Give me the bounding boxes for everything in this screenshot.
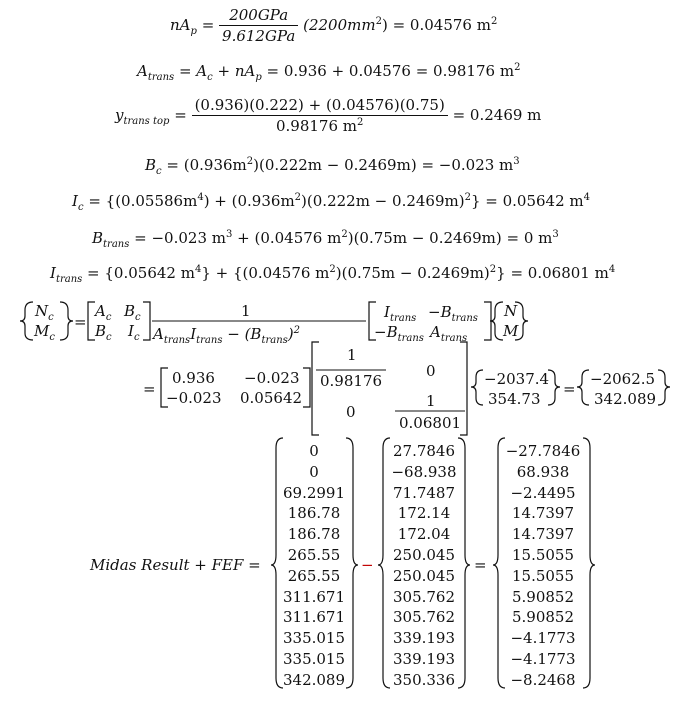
- eq6-c-sup: 3: [552, 229, 559, 240]
- eq3-numerator: (0.936)(0.222) + (0.04576)(0.75): [194, 96, 445, 114]
- eq5-d: } = 0.05642 m: [470, 192, 584, 210]
- eq9-equals: =: [143, 380, 156, 398]
- eq9-d-zero2: 0: [346, 403, 356, 421]
- eq8-bc: $B_c$: [124, 302, 141, 323]
- eq6-a: = −0.023 m: [129, 229, 226, 247]
- eq10-col1-cell: 69.2991: [282, 483, 346, 502]
- eq2-rhs2: + nA: [212, 62, 256, 80]
- eq8-m21: $-B_{trans}$: [374, 323, 424, 344]
- eq10-column-2: [386, 441, 462, 691]
- eq8-equals: =: [74, 313, 87, 331]
- eq7-b: } + {(0.04576 m: [201, 264, 330, 282]
- equation-y-trans-top: $y_{trans top}$ = $\frac{(0.936)(0.222) + (0.04576)(0.75)}{0.98176 m^2}$ = 0.2469 m: [115, 96, 542, 135]
- eq2-rhs: = A: [174, 62, 208, 80]
- eq9-a21: −0.023: [166, 389, 222, 407]
- eq10-col2-cell: 27.7846: [392, 442, 456, 460]
- eq9-bracket-right-2: [460, 342, 467, 435]
- eq9-bracket-left-2: [312, 342, 319, 435]
- eq7-c: )(0.75m − 0.2469m): [335, 264, 490, 282]
- eq3-lhs-sub: trans top: [123, 116, 170, 127]
- eq6-b: + (0.04576 m: [232, 229, 342, 247]
- eq9-r1: −2062.5: [590, 370, 656, 388]
- eq9-d-den2: 0.06801: [399, 414, 462, 432]
- eq10-col2-cell: 250.045: [392, 566, 456, 585]
- eq10-equals: =: [474, 556, 487, 574]
- eq10-col2-cell: 339.193: [392, 629, 456, 648]
- eq10-col3-cell: 14.7397: [511, 525, 575, 544]
- eq10-col3-cell: −4.1773: [510, 629, 576, 648]
- eq5-a-sup: 4: [197, 192, 204, 203]
- eq10-col1-cell: 186.78: [287, 504, 341, 523]
- eq2-rhs-sub: c: [207, 72, 213, 83]
- eq4-rhs2: )(0.222m − 0.2469m) = −0.023 m: [253, 156, 514, 174]
- eq5-a: = {(0.05586m: [83, 192, 198, 210]
- eq9-v1: −2037.4: [484, 370, 550, 388]
- eq2-lhs-sub: trans: [147, 72, 175, 83]
- eq10-col1-cell: 265.55: [287, 545, 341, 564]
- eq10-col1-cell: 186.78: [287, 525, 341, 544]
- eq10-col1-cell: 311.671: [282, 608, 346, 627]
- eq8-nc: $N_c$: [35, 302, 54, 323]
- eq9-a11: 0.936: [172, 369, 215, 387]
- eq8-m12: $-B_{trans}$: [428, 303, 478, 324]
- eq10-col1-cell: 335.015: [282, 629, 346, 648]
- eq1-rest2-sup: 2: [490, 16, 498, 27]
- eq10-col3-cell: 5.90852: [511, 587, 575, 606]
- eq1-lhs: nA: [170, 16, 191, 34]
- eq5-lhs-sub: c: [77, 202, 84, 213]
- eq8-ic: $I_c$: [128, 322, 140, 343]
- eq10-col1-cell: 342.089: [282, 670, 346, 689]
- eq10-column-3: [500, 441, 586, 691]
- eq1-denominator: 9.612GPa: [219, 25, 298, 44]
- eq10-label: Midas Result + FEF =: [90, 556, 261, 574]
- eq2-rhs2-sub: p: [255, 72, 262, 83]
- eq4-rhs: = (0.936m: [161, 156, 247, 174]
- eq3-result: = 0.2469 m: [452, 106, 542, 124]
- eq5-c-sup: 2: [464, 192, 471, 203]
- eq10-col1-cell: 311.671: [282, 587, 346, 606]
- eq5-b: ) + (0.936m: [203, 192, 295, 210]
- eq8-denominator: $A_{trans}I_{trans} - (B_{trans})^2$: [153, 325, 301, 346]
- eq5-d-sup: 4: [583, 192, 591, 203]
- eq8-ac: $A_c$: [95, 302, 112, 323]
- eq10-col1-cell: 265.55: [287, 566, 341, 585]
- eq9-brace-right-2: [658, 370, 670, 405]
- eq10-col2-cell: 250.045: [392, 545, 456, 564]
- eq8-n: N: [504, 302, 518, 320]
- eq9-v2: 354.73: [488, 390, 541, 408]
- eq9-a12: −0.023: [244, 369, 300, 387]
- eq10-col2-cell: 305.762: [392, 587, 456, 606]
- eq2-rhs3: = 0.936 + 0.04576 = 0.98176 m: [261, 62, 515, 80]
- eq10-col3-cell: 5.90852: [511, 608, 575, 627]
- eq7-a: = {0.05642 m: [82, 264, 195, 282]
- eq7-lhs: I: [50, 264, 56, 282]
- eq8-bc2: $B_c$: [95, 322, 112, 343]
- eq5-lhs: I: [72, 192, 78, 210]
- eq7-a-sup: 4: [194, 264, 202, 275]
- eq8-bracket-right-1: [143, 302, 150, 340]
- eq10-col2-cell: 172.14: [397, 504, 451, 523]
- eq10-col3-cell: −8.2468: [510, 670, 576, 689]
- eq8-bracket-left-1: [88, 302, 95, 340]
- eq10-col2-cell: 339.193: [392, 649, 456, 668]
- eq1-rest: (2200mm: [303, 16, 376, 34]
- eq9-equals2: =: [563, 380, 576, 398]
- eq9-brace-left-2: [577, 370, 589, 405]
- eq6-lhs: B: [92, 229, 104, 247]
- eq10-col3-cell: 14.7397: [511, 504, 575, 523]
- eq9-r2: 342.089: [594, 390, 657, 408]
- eq9-brace-right-1: [548, 370, 560, 405]
- eq9-d-one2: 1: [426, 392, 436, 410]
- eq10-col3-cell: −2.4495: [510, 483, 576, 502]
- eq10-col3-cell: −4.1773: [510, 649, 576, 668]
- eq8-m11: $I_{trans}$: [384, 303, 417, 324]
- eq7-d: } = 0.06801 m: [496, 264, 609, 282]
- eq9-d-one1: 1: [347, 346, 357, 364]
- eq10-col2-cell: 305.762: [392, 608, 456, 627]
- eq9-d-zero1: 0: [426, 362, 436, 380]
- eq2-lhs: A: [137, 62, 148, 80]
- eq10-col3-cell: 68.938: [516, 462, 570, 481]
- eq10-col2-cell: 71.7487: [392, 483, 456, 502]
- eq8-brace-right-1: [60, 302, 73, 340]
- eq6-b-sup: 2: [341, 229, 348, 240]
- eq10-col1-cell: 335.015: [282, 649, 346, 668]
- eq7-d-sup: 4: [608, 264, 616, 275]
- eq4-lhs: B: [145, 156, 157, 174]
- eq3-denominator-sup: 2: [357, 117, 364, 128]
- eq10-col3-cell: 15.5055: [511, 545, 575, 564]
- eq1-numerator: 200GPa: [229, 6, 289, 24]
- eq6-a-sup: 3: [225, 229, 233, 240]
- eq3-lhs: y: [115, 106, 124, 124]
- eq10-col2-cell: 172.04: [397, 525, 451, 544]
- eq5-c: )(0.222m − 0.2469m): [301, 192, 465, 210]
- eq8-m22: $A_{trans}$: [430, 323, 468, 344]
- eq9-bracket-right-1: [303, 368, 310, 407]
- eq1-rest-sup: 2: [375, 16, 382, 27]
- eq1-rest2: ) = 0.04576 m: [381, 16, 491, 34]
- eq9-d-den1: 0.98176: [320, 372, 383, 390]
- eq6-c: )(0.75m − 0.2469m) = 0 m: [347, 229, 553, 247]
- eq10-col3-cell: −27.7846: [505, 442, 581, 460]
- eq8-brace-left-2: [490, 302, 503, 340]
- eq8-m: M: [503, 322, 519, 340]
- eq3-denominator: 0.98176 m: [275, 117, 357, 135]
- eq10-col2-cell: 350.336: [392, 670, 456, 689]
- eq7-c-sup: 2: [489, 264, 497, 275]
- eq6-lhs-sub: trans: [103, 239, 130, 250]
- eq4-rhs-sup: 2: [246, 156, 254, 167]
- equation-n-ap: $nA_p$ = $\frac{\text{200GPa}}{\text{9.612GPa}}$ $(2200mm^2) = 0.04576$ $m^2$: [170, 6, 498, 45]
- eq7-b-sup: 2: [329, 264, 336, 275]
- eq4-rhs2-sup: 3: [513, 156, 520, 167]
- eq10-column-1: [279, 441, 349, 691]
- eq8-brace-left-1: [20, 302, 33, 340]
- eq9-a22: 0.05642: [240, 389, 303, 407]
- eq10-col1-cell: 0: [309, 462, 319, 481]
- eq7-lhs-sub: trans: [55, 274, 83, 285]
- eq9-brace-left-1: [471, 370, 483, 405]
- eq2-rhs3-sup: 2: [514, 62, 521, 73]
- eq10-col2-cell: −68.938: [391, 462, 457, 481]
- eq8-one: 1: [241, 302, 251, 320]
- eq8-mc: $M_c$: [34, 322, 55, 343]
- eq5-b-sup: 2: [294, 192, 302, 203]
- eq10-col3-cell: 15.5055: [511, 566, 575, 585]
- eq8-bracket-right-2: [484, 302, 491, 340]
- eq10-col1-cell: 0: [309, 442, 319, 460]
- eq4-lhs-sub: c: [156, 166, 162, 177]
- eq10-minus: −: [361, 556, 374, 574]
- eq1-lhs-sub: p: [190, 26, 197, 37]
